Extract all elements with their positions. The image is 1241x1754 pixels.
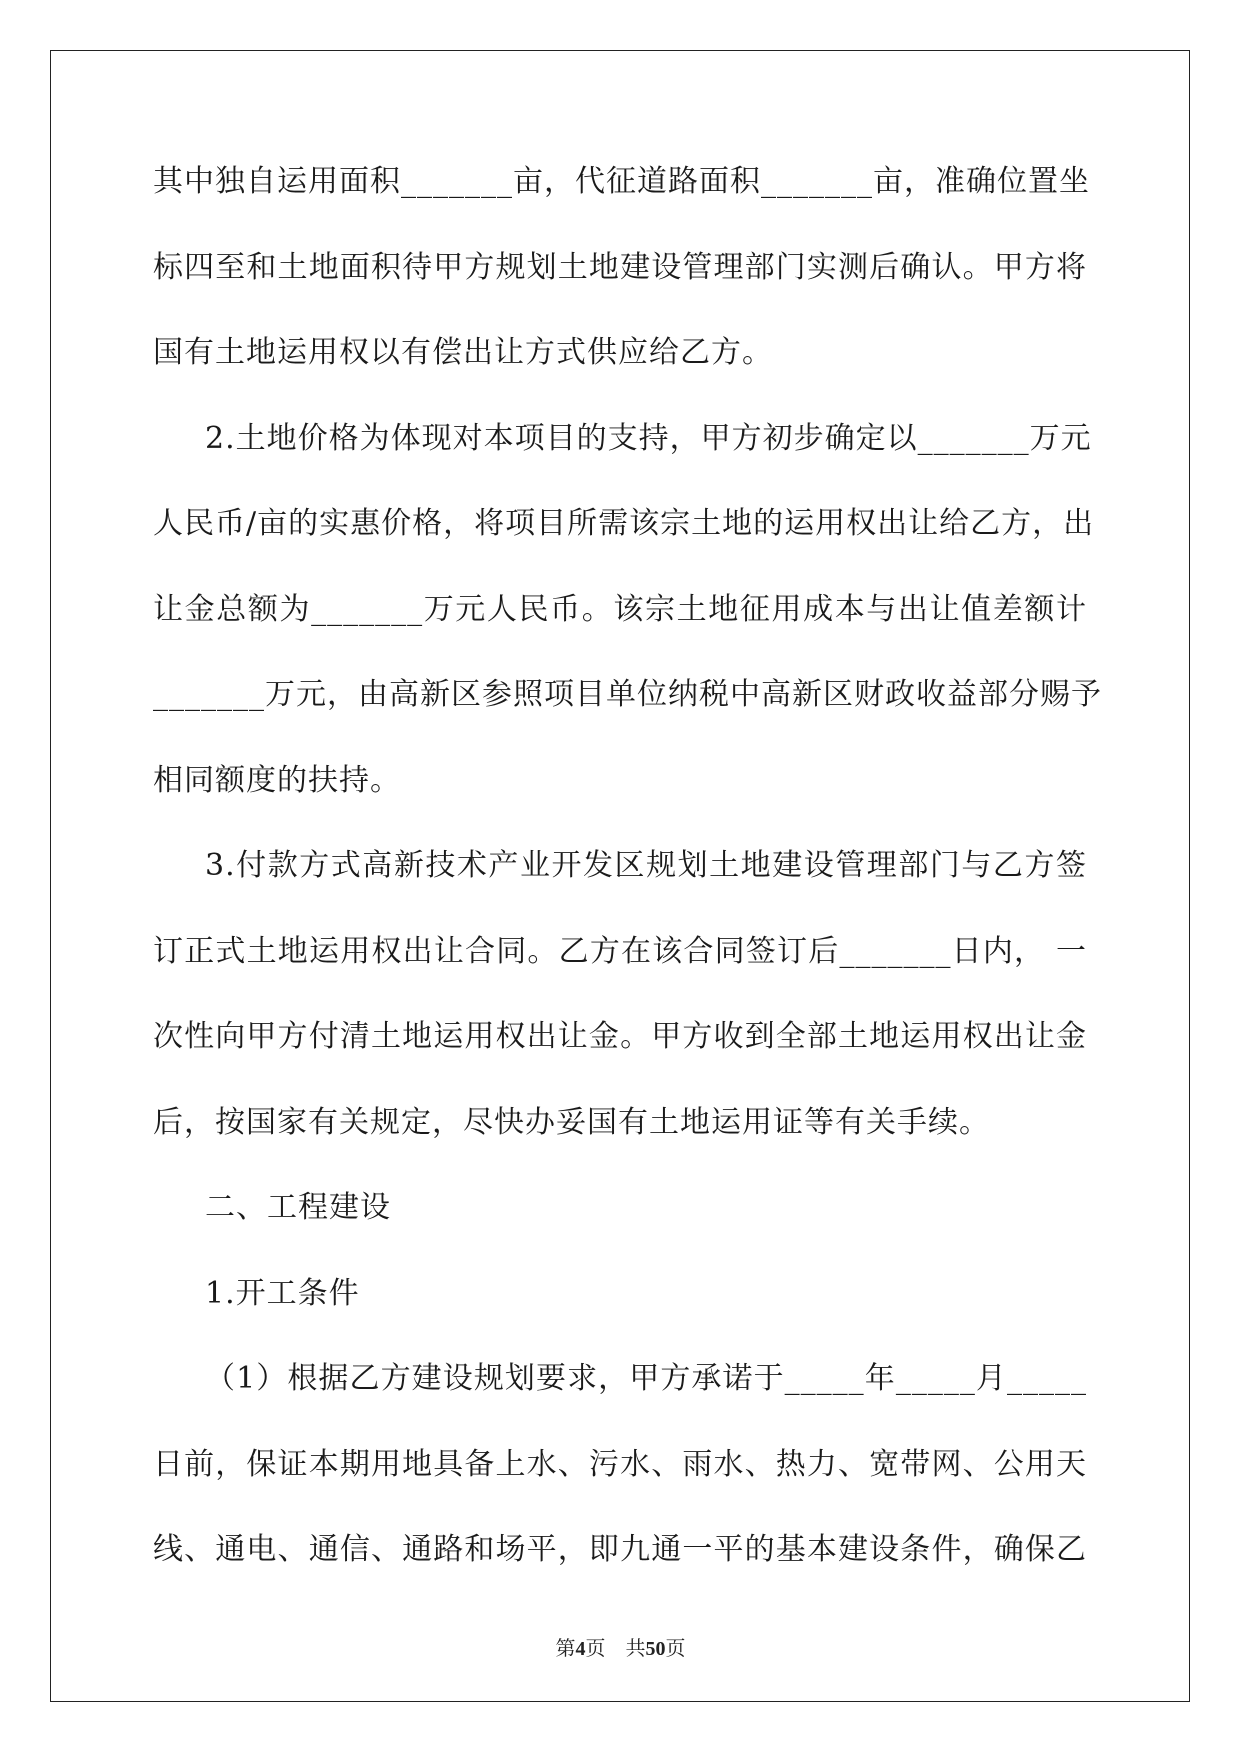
text-line: 相同额度的扶持。	[153, 762, 401, 798]
text-line: （1）根据乙方建设规划要求，甲方承诺于_____年_____月_____	[205, 1361, 1087, 1396]
page-footer	[0, 1632, 1241, 1661]
current-page-number: 4	[575, 1638, 586, 1660]
text-line: 后，按国家有关规定，尽快办妥国有土地运用证等有关手续。	[153, 1104, 990, 1140]
text-line: 订正式土地运用权出让合同。乙方在该合同签订后_______日内， 一	[153, 933, 1087, 969]
footer-total-suffix: 页	[665, 1638, 686, 1660]
text-line: 让金总额为_______万元人民币。该宗土地征用成本与出让值差额计	[153, 591, 1087, 627]
text-line: 标四至和土地面积待甲方规划土地建设管理部门实测后确认。甲方将	[153, 249, 1087, 285]
footer-page-suffix: 页 共	[585, 1638, 646, 1660]
text-line: 1.开工条件	[205, 1275, 360, 1311]
text-line: 次性向甲方付清土地运用权出让金。甲方收到全部土地运用权出让金	[153, 1019, 1087, 1054]
text-line: 二、工程建设	[205, 1190, 391, 1225]
text-line: 日前，保证本期用地具备上水、污水、雨水、热力、宽带网、公用天	[153, 1446, 1087, 1482]
footer-prefix: 第	[555, 1638, 576, 1660]
text-line: 2.土地价格为体现对本项目的支持，甲方初步确定以_______万元	[205, 420, 1092, 456]
total-pages: 50	[645, 1638, 666, 1660]
document-body	[153, 162, 1102, 1616]
text-line: 人民币/亩的实惠价格，将项目所需该宗土地的运用权出让给乙方，出	[153, 506, 1095, 541]
text-line: 3.付款方式高新技术产业开发区规划土地建设管理部门与乙方签	[205, 848, 1087, 883]
text-line: 线、通电、通信、通路和场平，即九通一平的基本建设条件，确保乙	[153, 1532, 1087, 1567]
text-line: 其中独自运用面积_______亩，代征道路面积_______亩，准确位置坐	[153, 164, 1090, 199]
text-line: _______万元，由高新区参照项目单位纳税中高新区财政收益部分赐予	[153, 677, 1102, 712]
text-line: 国有土地运用权以有偿出让方式供应给乙方。	[153, 335, 773, 370]
